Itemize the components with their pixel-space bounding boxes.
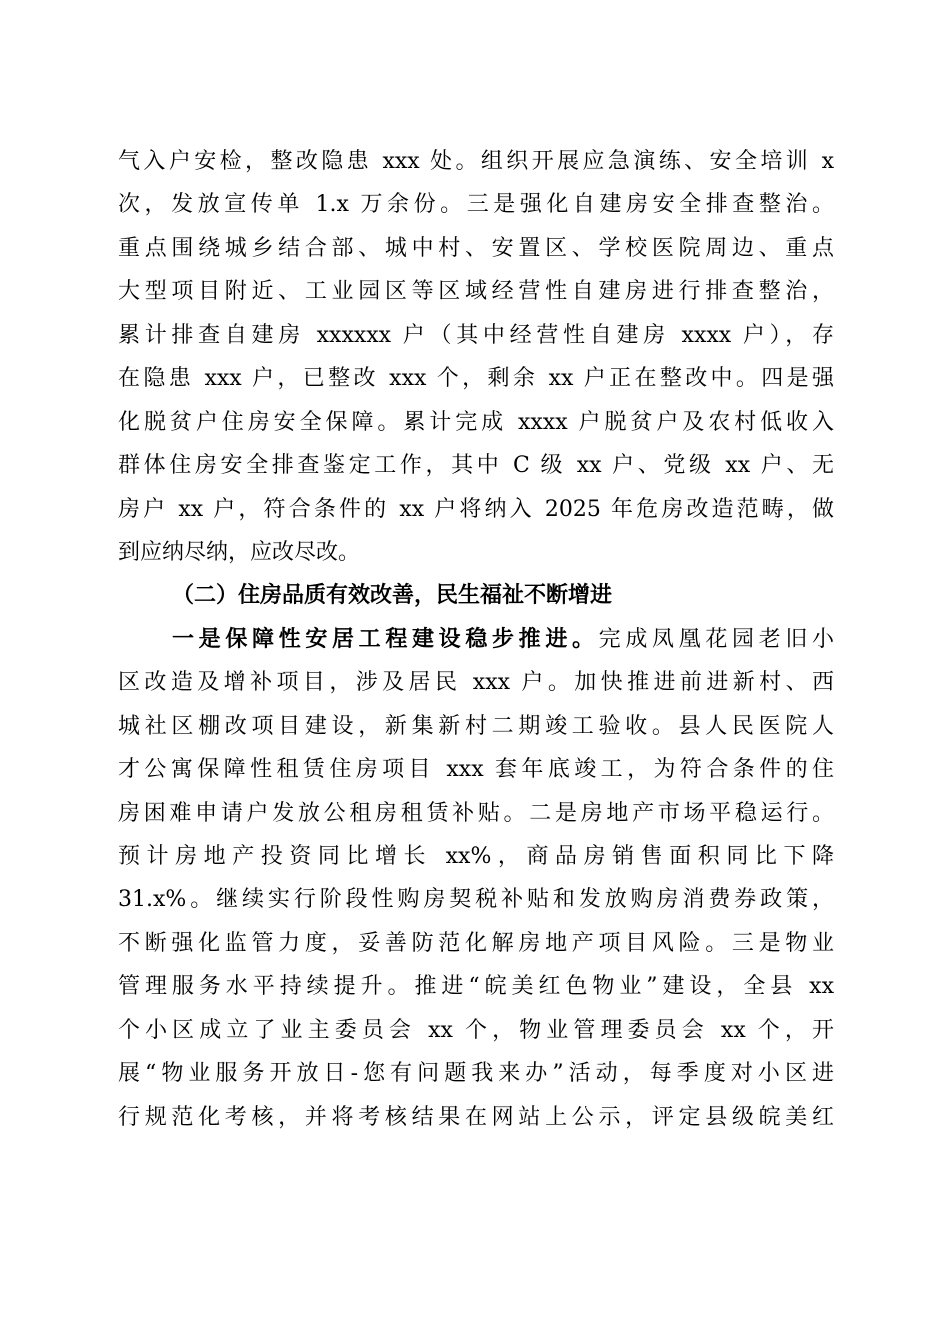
text-line: 化脱贫户住房安全保障。累计完成 xxxx 户脱贫户及农村低收入: [118, 409, 834, 435]
text-line: 房户 xx 户，符合条件的 xx 户将纳入 2025 年危房改造范畴，做: [118, 496, 834, 522]
paragraph-lead-rest: 完成凤凰花园老旧小: [598, 626, 834, 652]
paragraph-first-line: [118, 618, 834, 661]
text-line: 到应纳尽纳，应改尽改。: [118, 539, 361, 565]
section-heading: （二）住房品质有效改善，民生福祉不断增进: [172, 582, 613, 609]
text-line: 累计排查自建房 xxxxxx 户（其中经营性自建房 xxxx 户），存: [118, 322, 834, 348]
text-line: 在隐患 xxx 户，已整改 xxx 个，剩余 xx 户正在整改中。四是强: [118, 366, 834, 392]
text-line: 预计房地产投资同比增长 xx%，商品房销售面积同比下降: [118, 844, 834, 869]
document-body: [118, 140, 834, 1139]
paragraph-lead-text: 一是保障性安居工程建设稳步推进。: [172, 625, 599, 652]
text-line: 不断强化监管力度，妥善防范化解房地产项目风险。三是物业: [118, 930, 834, 956]
text-line: 行规范化考核，并将考核结果在网站上公示，评定县级皖美红: [118, 1104, 834, 1130]
text-line: 城社区棚改项目建设，新集新村二期竣工验收。县人民医院人: [118, 713, 834, 739]
text-line: 个小区成立了业主委员会 xx 个，物业管理委员会 xx 个，开: [118, 1017, 834, 1043]
text-line: 大型项目附近、工业园区等区域经营性自建房进行排查整治，: [118, 279, 834, 305]
text-line: 31.x%。继续实行阶段性购房契税补贴和发放购房消费券政策，: [118, 887, 834, 913]
text-line: 区改造及增补项目，涉及居民 xxx 户。加快推进前进新村、西: [118, 670, 834, 696]
text-line: 重点围绕城乡结合部、城中村、安置区、学校医院周边、重点: [118, 235, 834, 261]
text-line: 才公寓保障性租赁住房项目 xxx 套年底竣工，为符合条件的住: [118, 757, 834, 783]
text-line: 房困难申请户发放公租房租赁补贴。二是房地产市场平稳运行。: [118, 800, 834, 826]
text-line: 气入户安检，整改隐患 xxx 处。组织开展应急演练、安全培训 x: [118, 149, 834, 174]
text-line: 管理服务水平持续提升。推进“皖美红色物业”建设，全县 xx: [118, 974, 834, 1000]
text-line: 群体住房安全排查鉴定工作，其中 C 级 xx 户、党级 xx 户、无: [118, 453, 834, 479]
text-line: 展“物业服务开放日-您有问题我来办”活动，每季度对小区进: [118, 1061, 834, 1087]
text-line: 次，发放宣传单 1.x 万余份。三是强化自建房安全排查整治。: [118, 192, 834, 218]
